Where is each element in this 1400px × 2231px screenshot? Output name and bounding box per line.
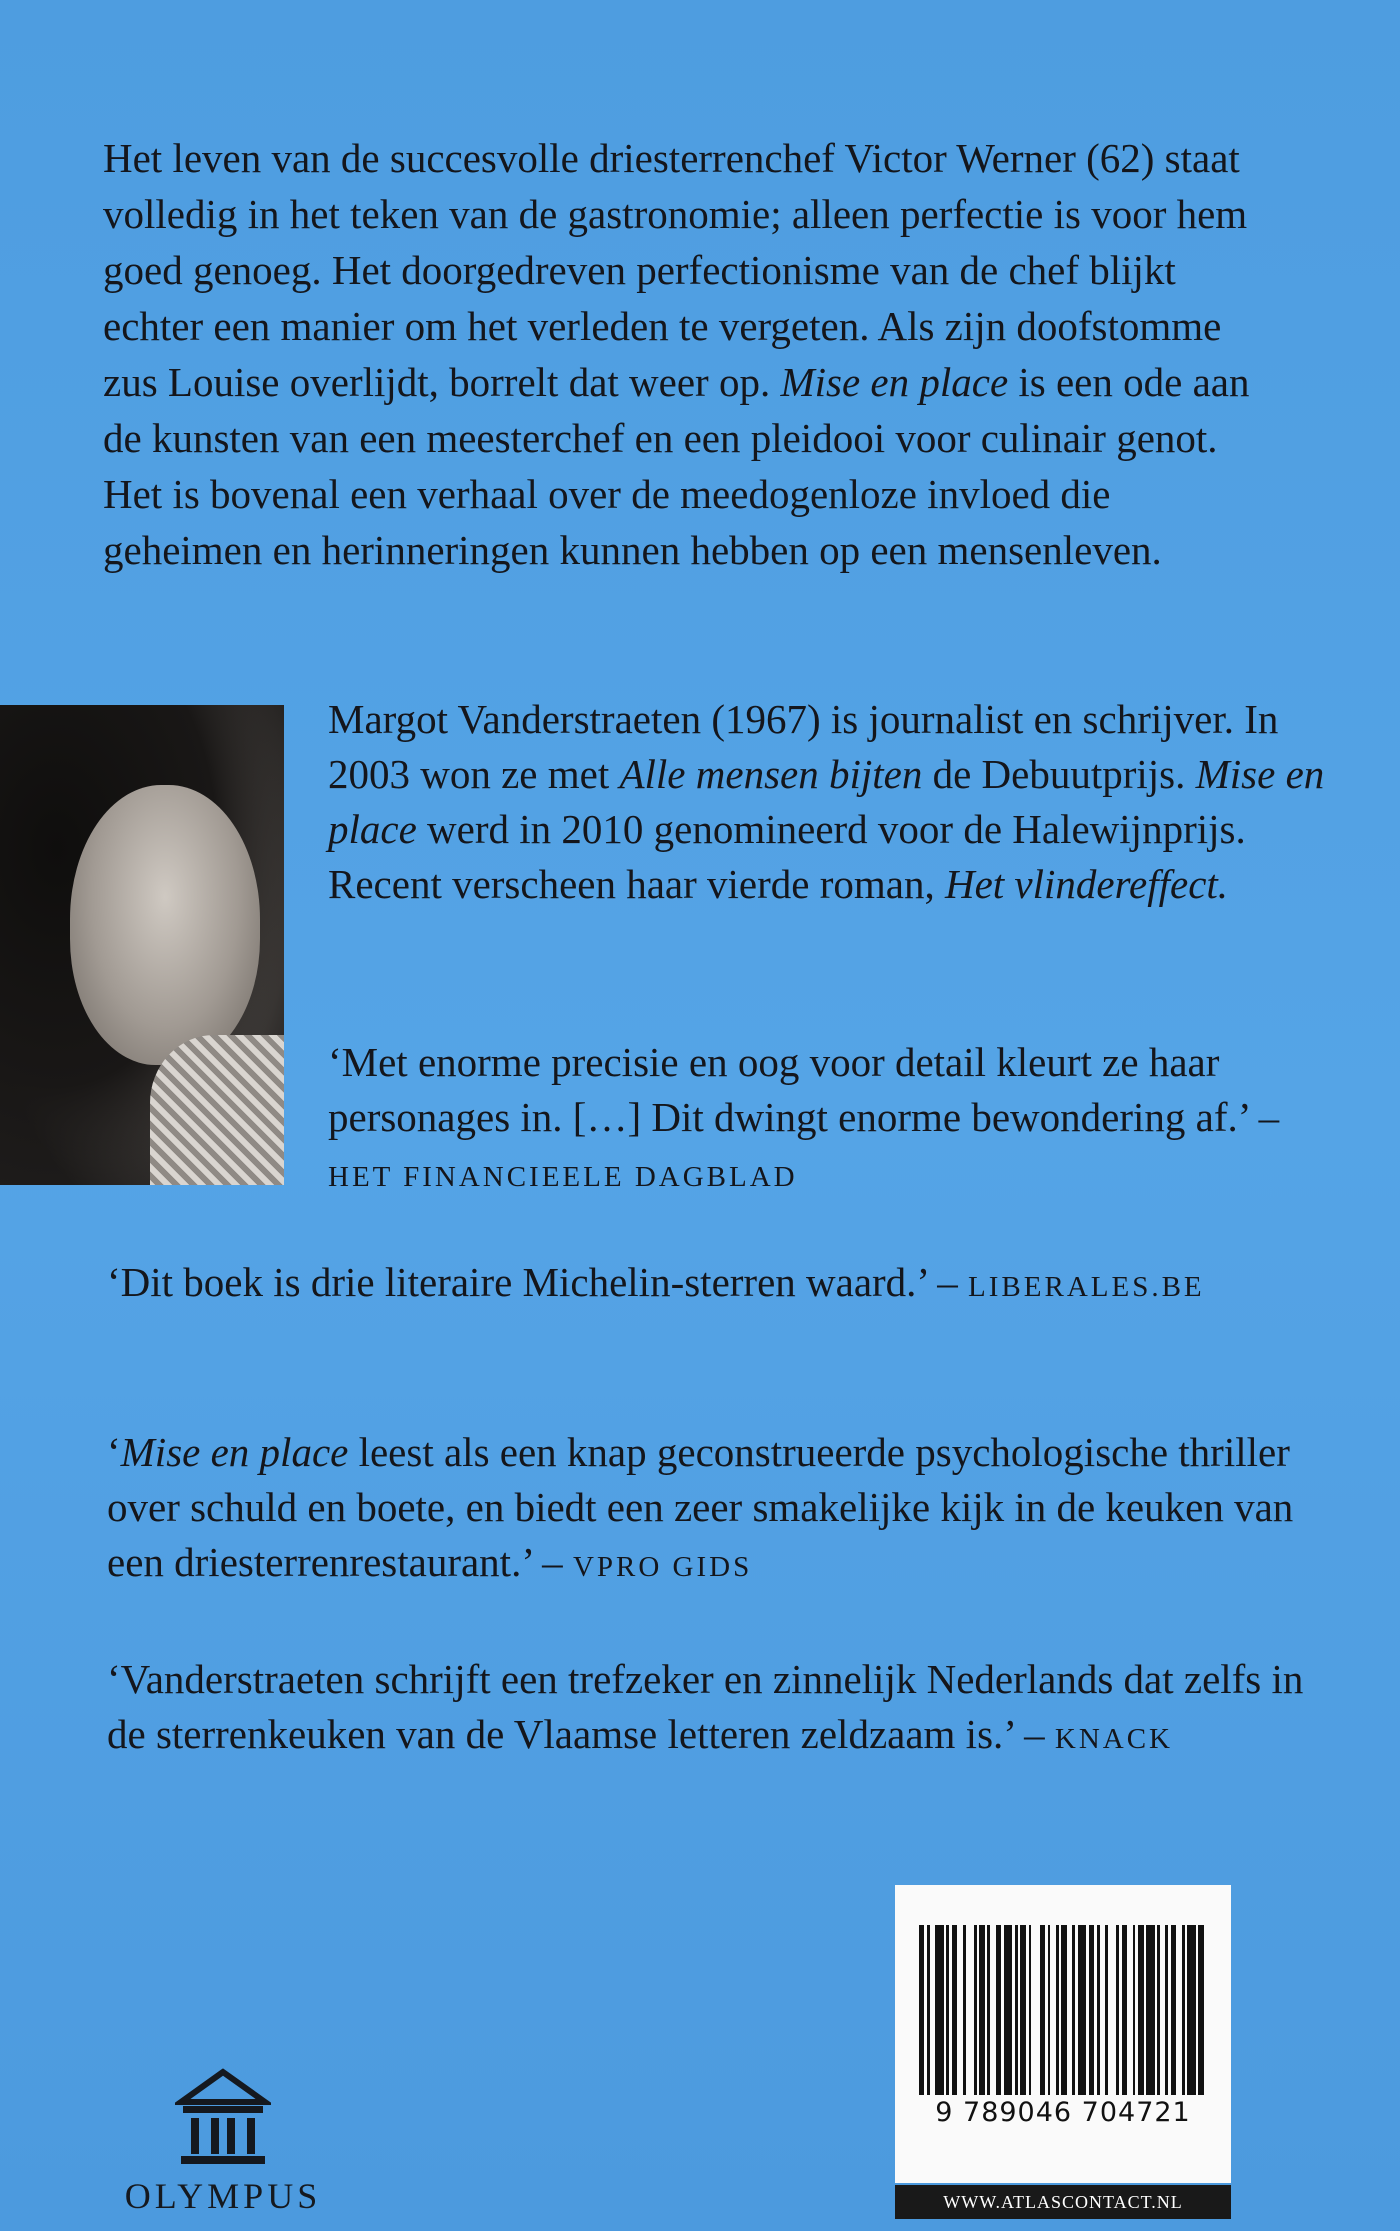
barcode-bar bbox=[1204, 1925, 1207, 2095]
blurb-text: Het leven van de succesvolle driesterrenchef Victor Werner (62) staat volledig in het teken van de gastronomie; alleen perfectie is voor hem goed genoeg. Het doorgedreven perfectionisme van de chef blijkt echter een manier om het verleden te vergeten. Als zijn doofstomme zus Louise overlijdt, borrelt dat weer op. bbox=[103, 135, 1248, 405]
barcode-bar bbox=[1108, 1925, 1116, 2095]
quote-text: ‘Vanderstraeten schrijft een trefzeker en zinnelijk Nederlands dat zelfs in de sterrenkeuken van de Vlaamse letteren zeldzaam is.’ – bbox=[107, 1656, 1304, 1757]
quote-text: ‘Dit boek is drie literaire Michelin-sterren waard.’ – bbox=[107, 1259, 969, 1305]
author-photo bbox=[0, 705, 284, 1185]
barcode-bar bbox=[1031, 1925, 1039, 2095]
quote-title: Mise en place bbox=[120, 1429, 349, 1475]
bio-text-3: werd in 2010 genomineerd voor de Halewijnprijs. Recent verscheen haar vierde roman, bbox=[328, 806, 1246, 907]
blurb-text-continued: is een ode aan de kunsten van een meesterchef en een pleidooi voor culinair genot. Het is bovenal een verhaal over de meedogenloze invloed die geheimen en herinneringen kunnen hebben op een mensenleven. bbox=[103, 359, 1250, 573]
barcode-bar bbox=[966, 1925, 974, 2095]
review-quote-vpro bbox=[107, 1425, 1327, 1595]
bio-text-1: Margot Vanderstraeten (1967) is journalist en schrijver. In 2003 won ze met bbox=[328, 696, 1279, 797]
blurb-title: Mise en place bbox=[780, 359, 1009, 405]
author-photo-face bbox=[70, 785, 260, 1065]
author-bio bbox=[328, 692, 1338, 912]
temple-icon bbox=[175, 2068, 271, 2168]
quote-text: leest als een knap geconstrueerde psychologische thriller over schuld en boete, en biedt een zeer smakelijke kijk in de keuken van een driesterrenrestaurant.’ – bbox=[107, 1429, 1294, 1585]
publisher-logo bbox=[108, 2068, 338, 2218]
bio-title-2: Mise en place bbox=[328, 751, 1325, 852]
quote-source: LIBERALES.BE bbox=[968, 1271, 1205, 1303]
barcode-bars bbox=[919, 1925, 1207, 2095]
barcode-bar bbox=[1146, 1925, 1154, 2095]
barcode-bar bbox=[935, 1925, 943, 2095]
barcode-bar bbox=[1187, 1925, 1195, 2095]
bio-text-2: de Debuutprijs. bbox=[922, 751, 1196, 797]
barcode-bar bbox=[1004, 1925, 1012, 2095]
bio-title-1: Alle mensen bijten bbox=[619, 751, 923, 797]
bio-title-3: Het vlindereffect. bbox=[944, 861, 1229, 907]
barcode bbox=[895, 1885, 1231, 2183]
review-quote-knack bbox=[107, 1652, 1327, 1767]
quote-source: HET FINANCIEELE DAGBLAD bbox=[328, 1161, 798, 1193]
barcode-bar bbox=[1078, 1925, 1086, 2095]
publisher-name: OLYMPUS bbox=[124, 2176, 322, 2216]
quote-open-mark: ‘ bbox=[107, 1429, 121, 1475]
review-quote-fd bbox=[328, 1035, 1328, 1205]
quote-source: KNACK bbox=[1054, 1723, 1174, 1755]
isbn-number: 9 789046 704721 bbox=[935, 2097, 1191, 2128]
quote-source: VPRO GIDS bbox=[572, 1551, 753, 1583]
publisher-url: WWW.ATLASCONTACT.NL bbox=[895, 2185, 1231, 2219]
quote-text: ‘Met enorme precisie en oog voor detail kleurt ze haar personages in. […] Dit dwingt enorme bewondering af.’ – bbox=[328, 1039, 1280, 1140]
author-photo-shirt bbox=[150, 1035, 284, 1185]
blurb-paragraph bbox=[103, 130, 1263, 578]
review-quote-liberales bbox=[107, 1255, 1307, 1315]
